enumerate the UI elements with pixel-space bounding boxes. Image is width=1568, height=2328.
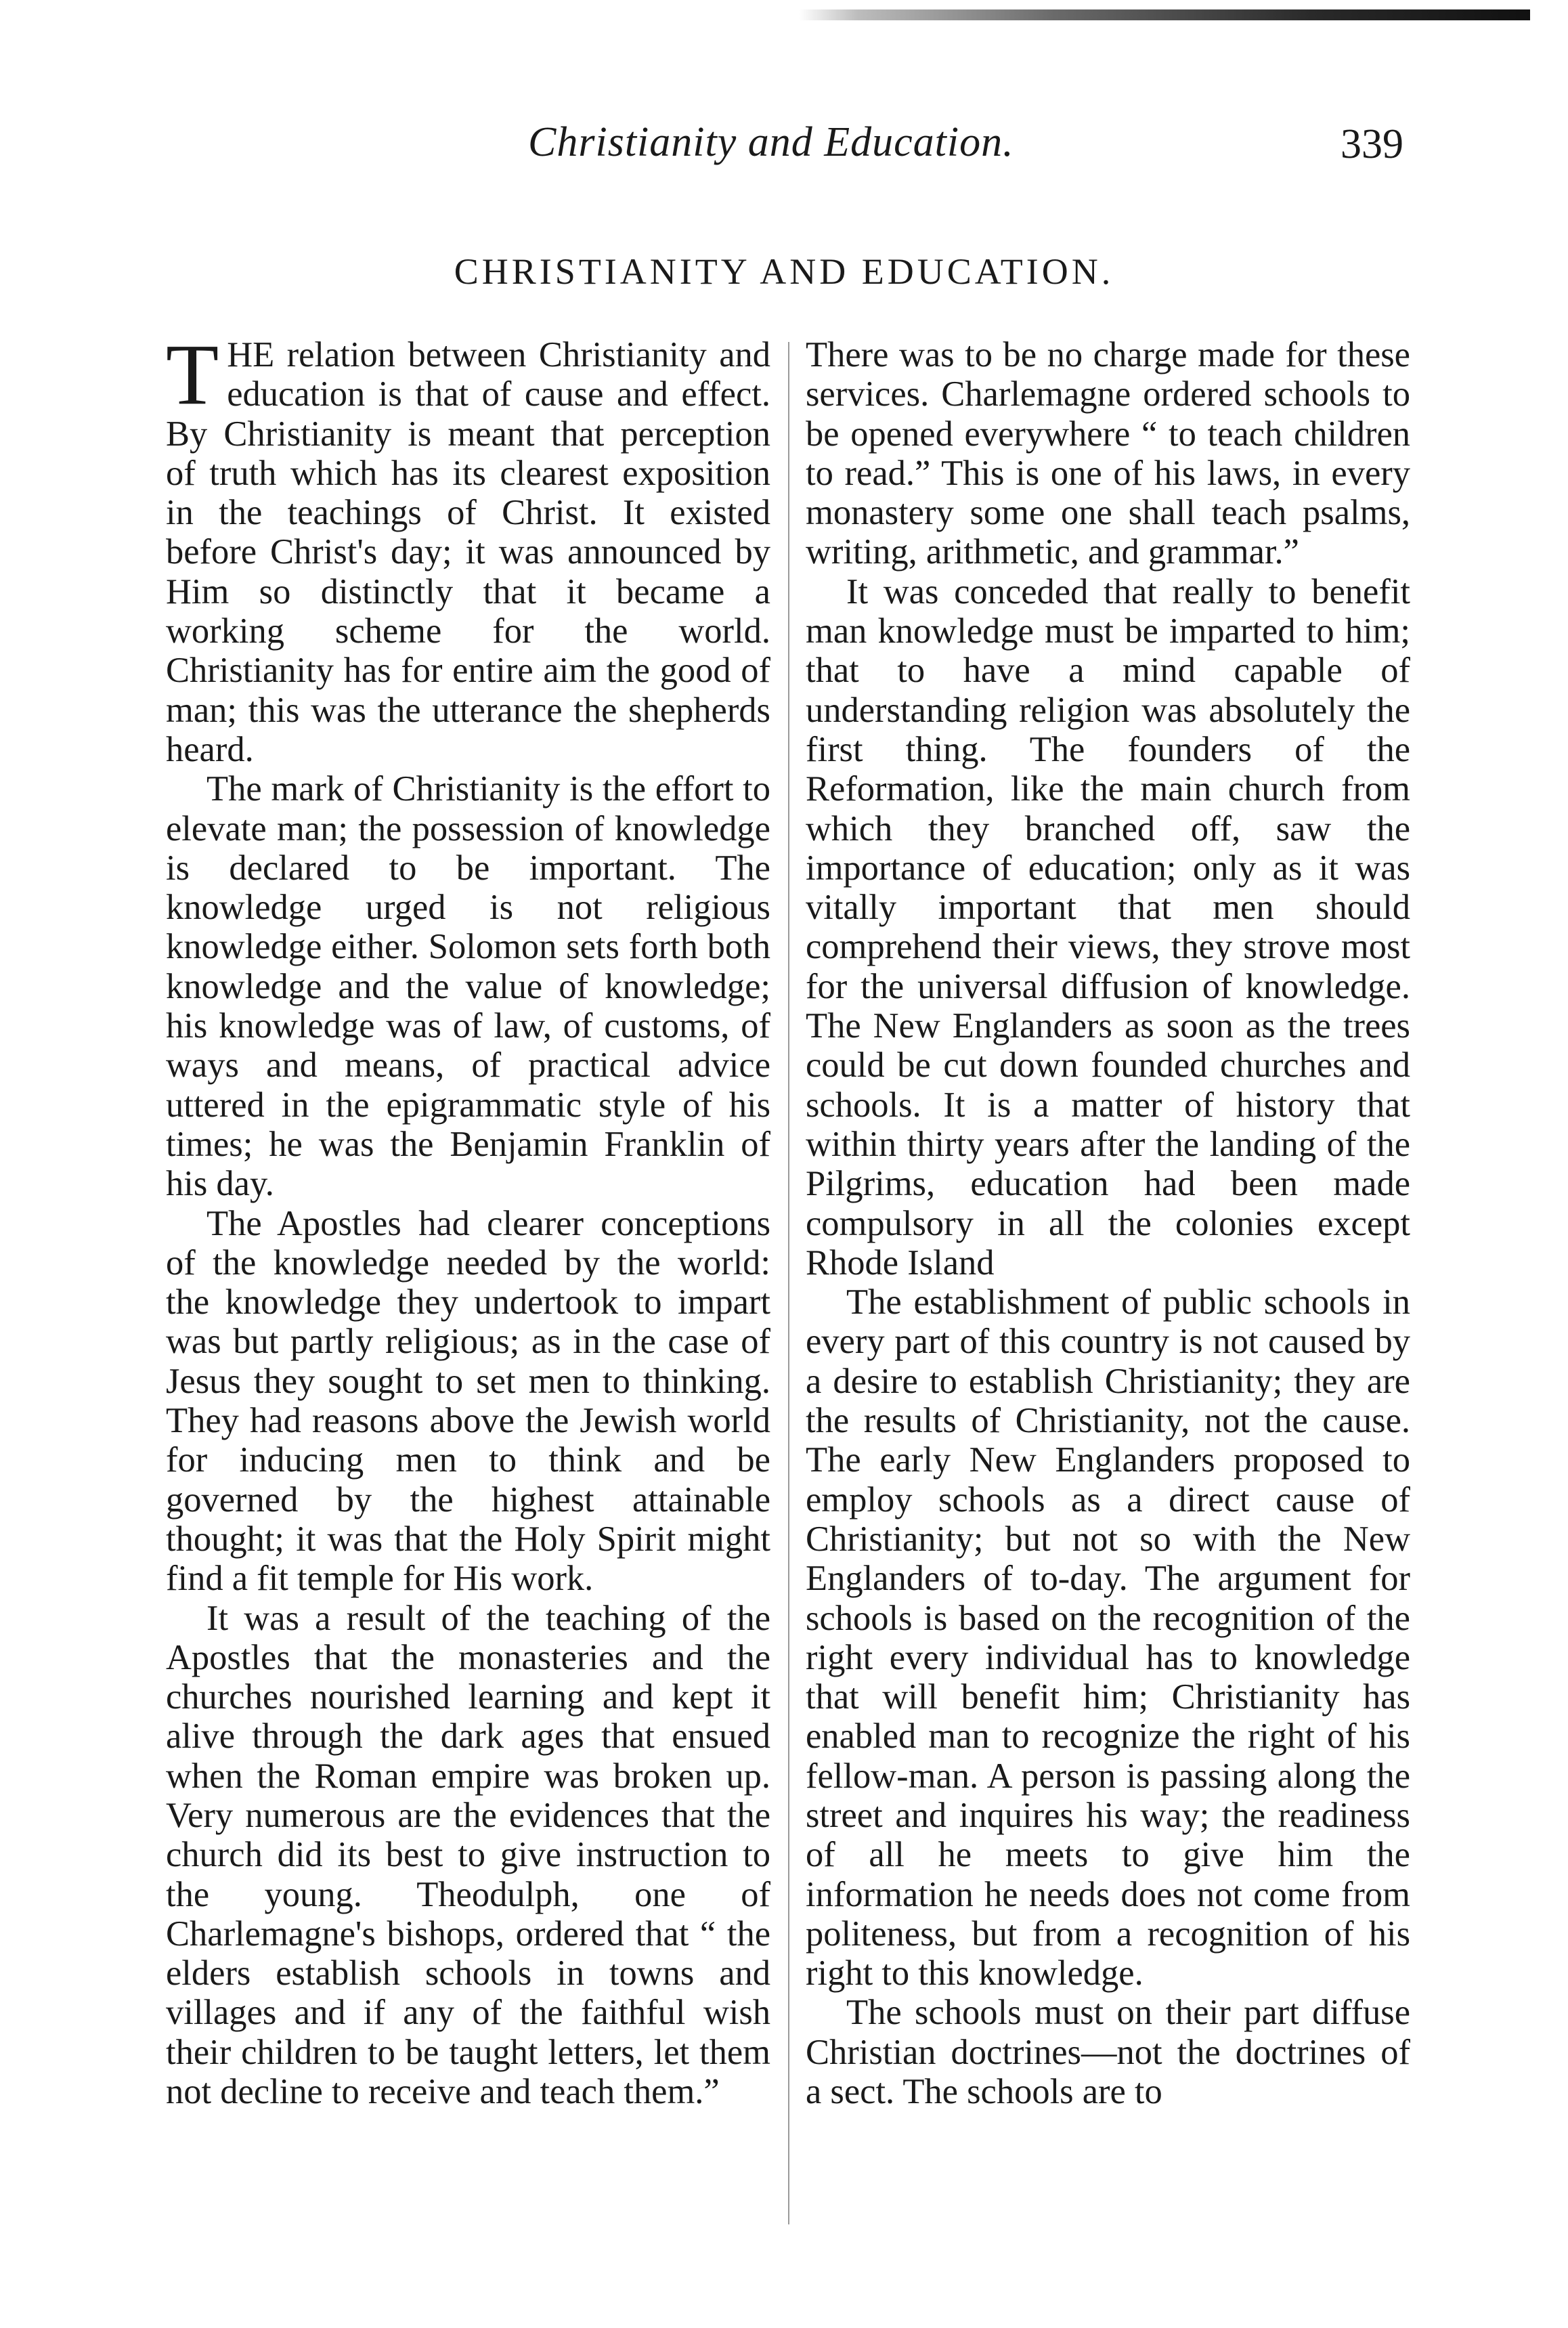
paragraph <box>166 326 770 769</box>
top-rule <box>799 9 1530 20</box>
paragraph: The establishment of public schools in every part of this country is not caused by a desire to establish Christianity; they are the results of Christianity, not the cause. The early New Englanders proposed to employ schools as a direct cause of Christianity; but not so with the New Englanders of to-day. The argument for schools is based on the recognition of the right every individual has to knowledge that will benefit him; Christianity has enabled man to recognize the right of his fellow-man. A person is passing along the street and inquires his way; the readiness of all he meets to give him the information he needs does not come from politeness, but from a recognition of his right to this knowledge. <box>806 1282 1410 1993</box>
paragraph-text: HE relation between Christianity and education is that of cause and effect. By Christianity is meant that perception of truth which has its clearest exposition in the teachings of Christ. It existed before Christ's day; it was announced by Him so distinctly that it became a working scheme for the world. Christianity has for entire aim the good of man; this was the utterance the shepherds heard. <box>166 335 770 769</box>
paragraph: The mark of Christianity is the effort to elevate man; the possession of knowledge is declared to be important. The knowledge urged is not religious knowledge either. Solomon sets forth both knowledge and the value of knowledge; his knowledge was of law, of customs, of ways and means, of practical advice uttered in the epigrammatic style of his times; he was the Benjamin Franklin of his day. <box>166 769 770 1204</box>
paragraph: The schools must on their part diffuse Christian doctrines—not the doctrines of a sect. The schools are to <box>806 1993 1410 2112</box>
right-column <box>806 335 1410 2258</box>
article-title: CHRISTIANITY AND EDUCATION. <box>454 251 1114 292</box>
paragraph: The Apostles had clearer conceptions of the knowledge needed by the world: the knowledge they undertook to impart was but partly religious; as in the case of Jesus they sought to set men to thinking. They had reasons above the Jewish world for inducing men to think and be governed by the highest attainable thought; it was that the Holy Spirit might find a fit temple for His work. <box>166 1203 770 1599</box>
paragraph: It was conceded that really to benefit man knowledge must be imparted to him; that to have a mind capable of understanding religion was absolutely the first thing. The founders of the Reformation, like the main church from which they branched off, saw the importance of education; only as it was vitally important that men should comprehend their views, they strove most for the universal diffusion of knowledge. The New Englanders as soon as the trees could be cut down founded churches and schools. It is a matter of history that within thirty years after the landing of the Pilgrims, education had been made compulsory in all the colonies except Rhode Island <box>806 572 1410 1282</box>
paragraph: There was to be no charge made for these services. Charlemagne ordered schools to be opened everywhere “ to teach children to read.” This is one of his laws, in every monastery some one shall teach psalms, writing, arithmetic, and grammar.” <box>806 335 1410 572</box>
paragraph: It was a result of the teaching of the Apostles that the monasteries and the churches nourished learning and kept it alive through the dark ages that ensued when the Roman empire was broken up. Very numerous are the evidences that the church did its best to give instruction to the young. Theodulph, one of Charlemagne's bishops, ordered that “ the elders establish schools in towns and villages and if any of the faithful wish their children to be taught letters, let them not decline to receive and teach them.” <box>166 1598 770 2112</box>
left-column <box>166 326 770 2258</box>
column-divider <box>788 342 789 2224</box>
drop-cap: T <box>166 326 219 423</box>
page-number: 339 <box>1341 121 1403 167</box>
running-title: Christianity and Education. <box>528 119 1014 165</box>
